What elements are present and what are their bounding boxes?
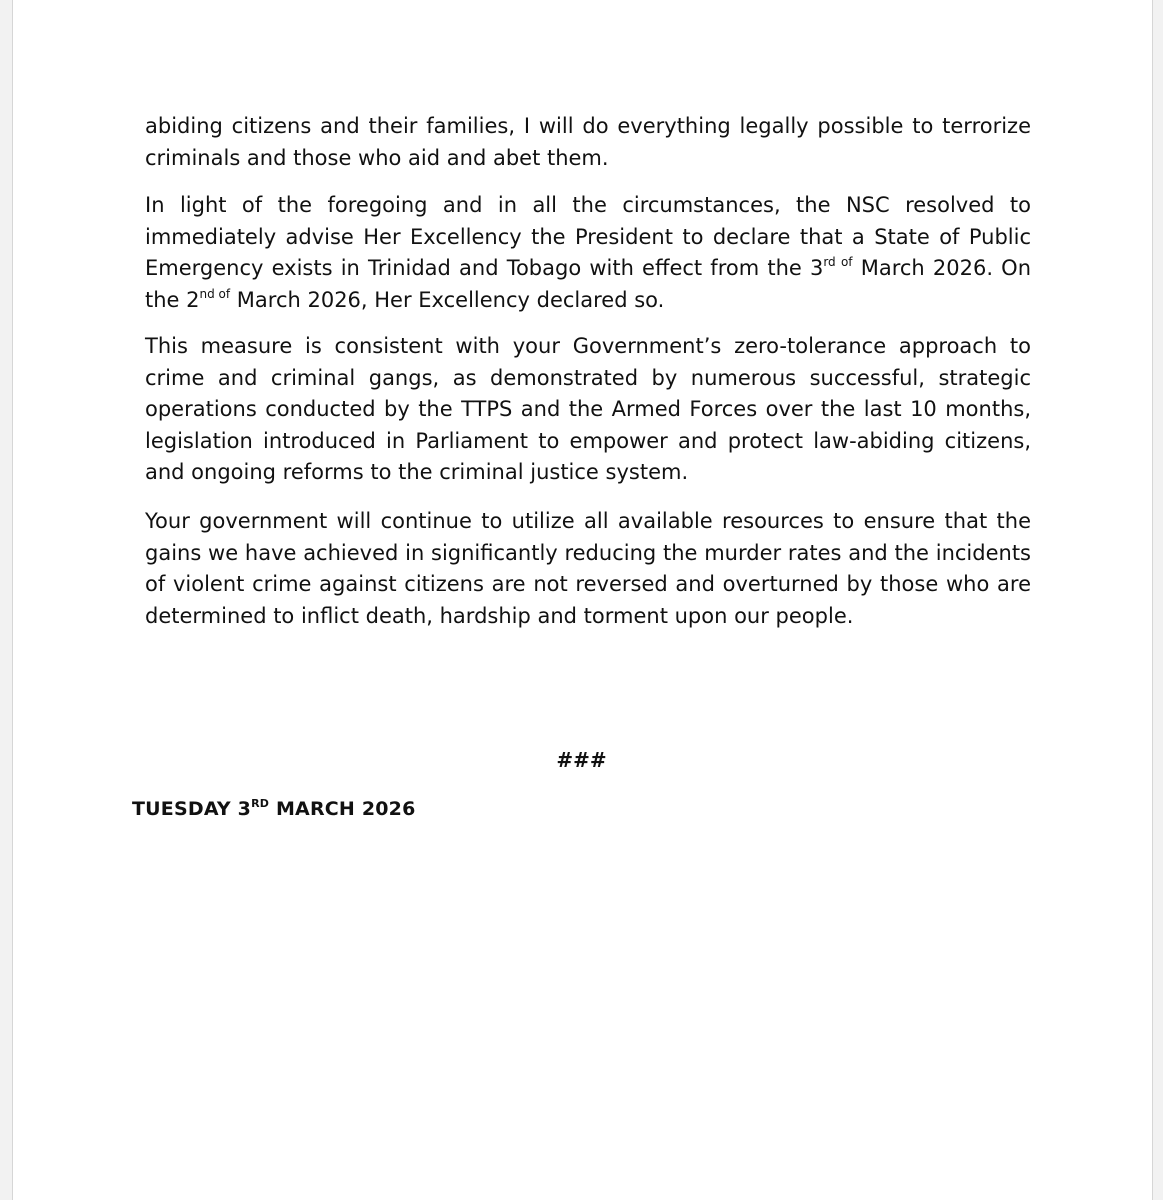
release-date-superscript: RD — [251, 797, 270, 810]
paragraph-3: This measure is consistent with your Government’s zero-tolerance approach to crime and criminal gangs, as demonstrated by numerous successful, strategic operations conducted by the TTPS and the Armed Forces over the last 10 months, legislation introduced in Parliament to empower and protect law-abiding citizens, and ongoing reforms to the criminal justice system. — [145, 334, 1031, 484]
release-date — [132, 798, 416, 820]
paragraph-2-text-a: In light of the foregoing and in all the circumstances, the NSC resolved to immediately advise Her Excellency the President to declare that a State of Public Emergency exists in Trinidad and Tobago with effect from the 3 — [145, 193, 1031, 280]
paragraph-2 — [145, 190, 1031, 316]
release-date-prefix: TUESDAY 3 — [132, 798, 252, 820]
end-separator: ### — [556, 748, 607, 772]
paragraph-2-superscript-b: nd of — [199, 286, 231, 301]
paragraph-2-superscript-a: rd of — [823, 255, 853, 269]
document-page — [12, 0, 1153, 1200]
paragraph-2-text-c: March 2026, Her Excellency declared so. — [230, 287, 665, 312]
paragraph-4: Your government will continue to utilize all available resources to ensure that the gains we have achieved in significantly reducing the murder rates and the incidents of violent crime against citizens are not reversed and overturned by those who are determined to inflict death, hardship and torment upon our people. — [145, 509, 1031, 628]
release-date-suffix: MARCH 2026 — [269, 798, 416, 820]
paragraph-1: abiding citizens and their families, I will do everything legally possible to terrorize criminals and those who aid and abet them. — [145, 114, 1031, 170]
paragraph-2-text-b: March 2026. On the 2 — [145, 256, 1031, 312]
